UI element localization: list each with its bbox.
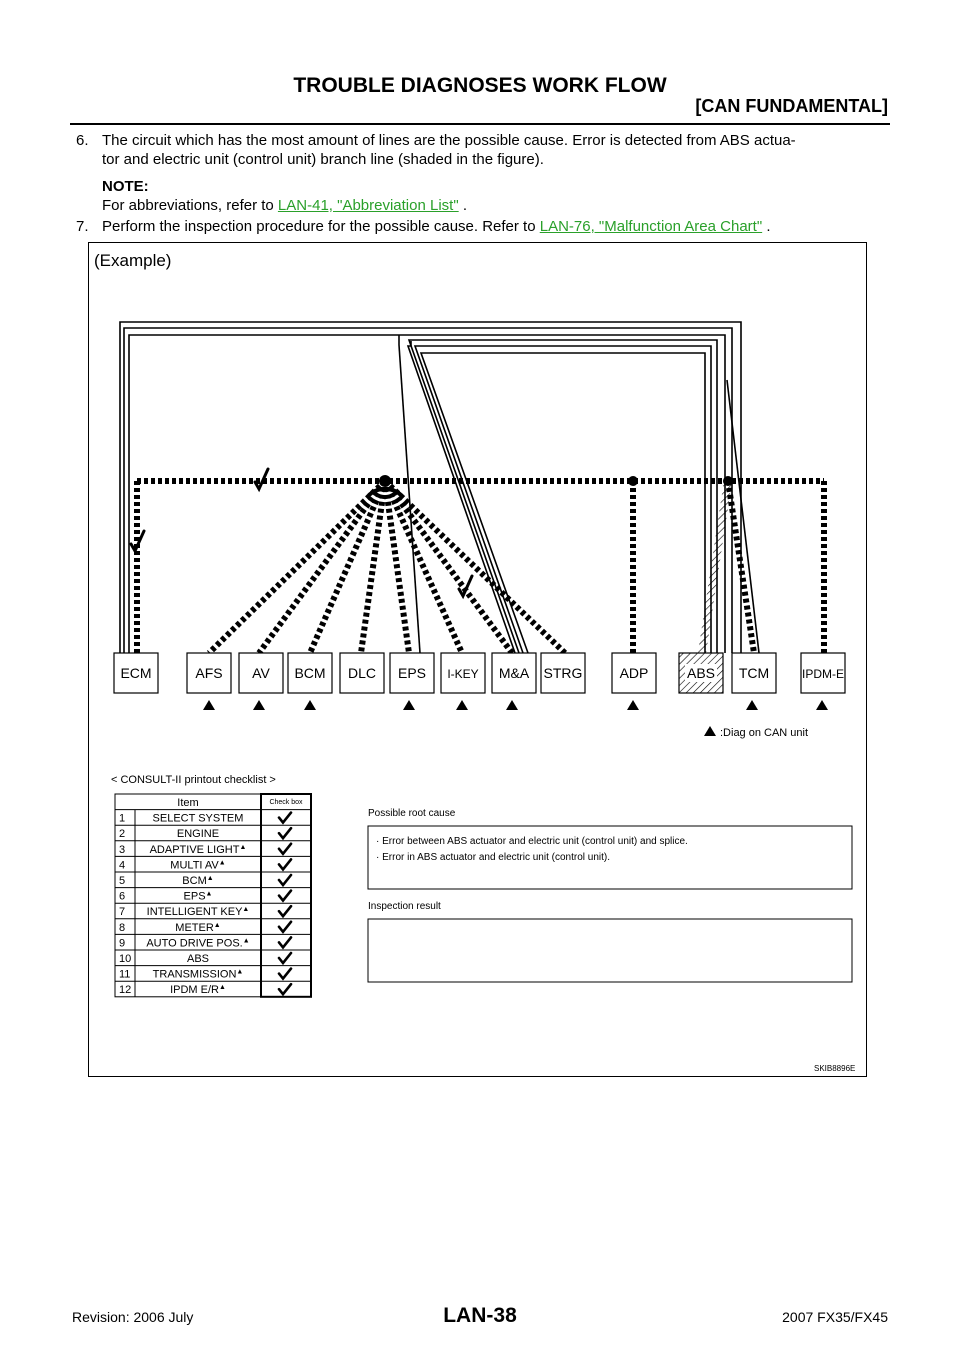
checklist-row — [119, 844, 291, 856]
example-label: (Example) — [94, 251, 172, 270]
diag-triangle-icon — [253, 700, 265, 710]
note-prefix: For abbreviations, refer to — [102, 197, 278, 214]
row-item: SELECT SYSTEM — [152, 812, 244, 825]
diag-mark-icon: ▲ — [242, 906, 250, 914]
splice-point — [628, 476, 638, 486]
row-number: 11 — [119, 968, 131, 981]
unit-label: I-KEY — [447, 667, 479, 681]
checkmark-icon — [279, 984, 291, 994]
check-marks-diagram — [131, 469, 472, 596]
note — [76, 177, 922, 215]
diag-triangle-icon — [627, 700, 639, 710]
diag-mark-icon: ▲ — [239, 843, 247, 851]
checklist-table — [115, 794, 311, 997]
diag-triangle-icon — [746, 700, 758, 710]
diag-triangle-icon — [456, 700, 468, 710]
row-number: 12 — [119, 984, 132, 997]
unit-label: DLC — [347, 665, 377, 681]
checkmark-icon — [279, 813, 291, 823]
checkmark-icon — [279, 906, 291, 916]
legend-text: :Diag on CAN unit — [720, 727, 809, 739]
row-number: 1 — [119, 812, 126, 825]
checkmark-icon — [279, 875, 291, 885]
checklist-row — [119, 828, 291, 840]
footer-revision: Revision: 2006 July — [72, 1309, 194, 1325]
diag-triangle-icon — [203, 700, 215, 710]
unit-bcm — [288, 653, 332, 693]
row-item: ABS — [186, 953, 210, 965]
unit-ipdm-e — [801, 653, 845, 693]
checkmark-icon — [279, 953, 291, 963]
note-label: NOTE: — [102, 178, 149, 195]
control-units — [114, 653, 845, 693]
unit-ecm — [114, 653, 158, 693]
can-bus — [137, 481, 824, 653]
diag-triangle-icon — [304, 700, 316, 710]
checklist-title: < CONSULT-II printout checklist > — [111, 774, 276, 786]
step-7-number: 7. — [76, 218, 89, 235]
checkmark-icon — [279, 859, 291, 869]
unit-adp — [612, 653, 656, 693]
row-number: 10 — [119, 953, 132, 965]
unit-strg — [541, 653, 585, 693]
unit-label: IPDM-E — [802, 667, 844, 681]
row-item: ENGINE — [176, 828, 220, 841]
unit-label: BCM — [294, 665, 326, 681]
row-number: 5 — [119, 875, 126, 887]
checklist-row — [119, 875, 291, 887]
checklist-header-check: Check box — [269, 799, 303, 806]
section-title: [CAN FUNDAMENTAL] — [695, 96, 888, 116]
checkmark-icon — [279, 891, 291, 901]
row-number: 9 — [119, 937, 126, 950]
checklist-row — [119, 906, 291, 918]
diag-mark-icon: ▲ — [206, 875, 214, 882]
row-item: EPS▲ — [183, 890, 213, 903]
diag-mark-icon: ▲ — [236, 968, 244, 976]
row-item: IPDM E/R▲ — [170, 984, 226, 997]
checklist-row — [119, 937, 291, 949]
step-6-text-line2: tor and electric unit (control unit) branch line (shaded in the figure). — [102, 151, 544, 168]
figure-id: SKIB8896E — [814, 1064, 856, 1073]
diag-mark-icon: ▲ — [213, 921, 221, 929]
row-number: 4 — [119, 859, 126, 872]
root-cause-2: · Error in ABS actuator and electric unit (control unit). — [376, 852, 610, 863]
row-item: INTELLIGENT KEY▲ — [146, 906, 250, 919]
diag-triangle-icon — [816, 700, 828, 710]
checklist-row — [119, 984, 291, 996]
unit-av — [239, 653, 283, 693]
unit-i-key — [441, 653, 485, 693]
checklist-row — [119, 891, 291, 903]
row-item: AUTO DRIVE POS.▲ — [146, 937, 250, 950]
row-item: BCM▲ — [182, 875, 214, 887]
unit-label: M&A — [498, 665, 530, 681]
checklist-row — [119, 859, 291, 871]
unit-eps — [390, 653, 434, 693]
checklist-row — [119, 813, 291, 825]
checklist-header-item: Item — [177, 797, 199, 809]
unit-label: EPS — [397, 665, 427, 681]
diag-triangle-icon — [506, 700, 518, 710]
unit-label: ABS — [686, 665, 716, 681]
checkmark-icon — [279, 922, 291, 932]
checklist-row — [119, 969, 291, 981]
splice-point — [379, 475, 391, 487]
checkmark-icon — [279, 828, 291, 838]
page-number: LAN-38 — [443, 1304, 517, 1327]
row-item: TRANSMISSION▲ — [152, 968, 244, 981]
step-7-prefix: Perform the inspection procedure for the possible cause. Refer to — [102, 218, 540, 235]
abbreviation-list-link[interactable]: LAN-41, "Abbreviation List" — [277, 197, 459, 214]
unit-label: AV — [252, 665, 270, 681]
diag-mark-icon: ▲ — [205, 890, 213, 898]
page-title: TROUBLE DIAGNOSES WORK FLOW — [293, 74, 667, 97]
diag-triangle-icon — [403, 700, 415, 710]
row-number: 8 — [119, 921, 126, 934]
diag-mark-icon: ▲ — [242, 937, 250, 945]
step-7 — [76, 217, 896, 236]
checkmark-icon — [279, 969, 291, 979]
checklist-row — [119, 953, 291, 965]
unit-tcm — [732, 653, 776, 693]
unit-m-a — [492, 653, 536, 693]
unit-label: ADP — [619, 665, 649, 681]
step-6 — [76, 131, 896, 169]
row-item: MULTI AV▲ — [170, 859, 226, 872]
unit-dlc — [340, 653, 384, 693]
row-number: 2 — [119, 828, 126, 841]
root-cause-label: Possible root cause — [368, 808, 456, 819]
can-diagram — [89, 243, 866, 1076]
legend-triangle-icon — [704, 726, 716, 736]
step-6-number: 6. — [76, 132, 89, 149]
row-item: METER▲ — [175, 921, 221, 934]
checkmark-icon — [279, 844, 291, 854]
footer-model: 2007 FX35/FX45 — [782, 1309, 888, 1325]
root-cause-1: · Error between ABS actuator and electric unit (control unit) and splice. — [376, 836, 688, 847]
step-6-text-line1: The circuit which has the most amount of lines are the possible cause. Error is detected from ABS actua- — [102, 132, 796, 149]
unit-label: AFS — [195, 665, 223, 681]
note-suffix: . — [458, 197, 468, 214]
checklist-row — [119, 922, 291, 934]
diag-mark-icon: ▲ — [218, 984, 226, 992]
inspection-result-box — [368, 919, 852, 982]
header-rule — [70, 123, 890, 125]
row-number: 7 — [119, 906, 126, 919]
splice-point — [723, 476, 733, 486]
unit-abs — [679, 653, 723, 693]
inspection-label: Inspection result — [368, 901, 441, 912]
example-figure — [88, 242, 867, 1077]
diag-mark-icon: ▲ — [218, 859, 226, 867]
unit-afs — [187, 653, 231, 693]
unit-label: ECM — [120, 665, 152, 681]
unit-label: STRG — [543, 665, 583, 681]
row-item: ADAPTIVE LIGHT▲ — [149, 843, 247, 856]
diag-markers — [203, 700, 828, 710]
step-7-suffix: . — [762, 218, 771, 235]
row-number: 6 — [119, 890, 126, 903]
row-number: 3 — [119, 843, 126, 856]
checkmark-icon — [279, 937, 291, 947]
malfunction-area-chart-link[interactable]: LAN-76, "Malfunction Area Chart" — [539, 218, 763, 235]
unit-label: TCM — [738, 665, 770, 681]
